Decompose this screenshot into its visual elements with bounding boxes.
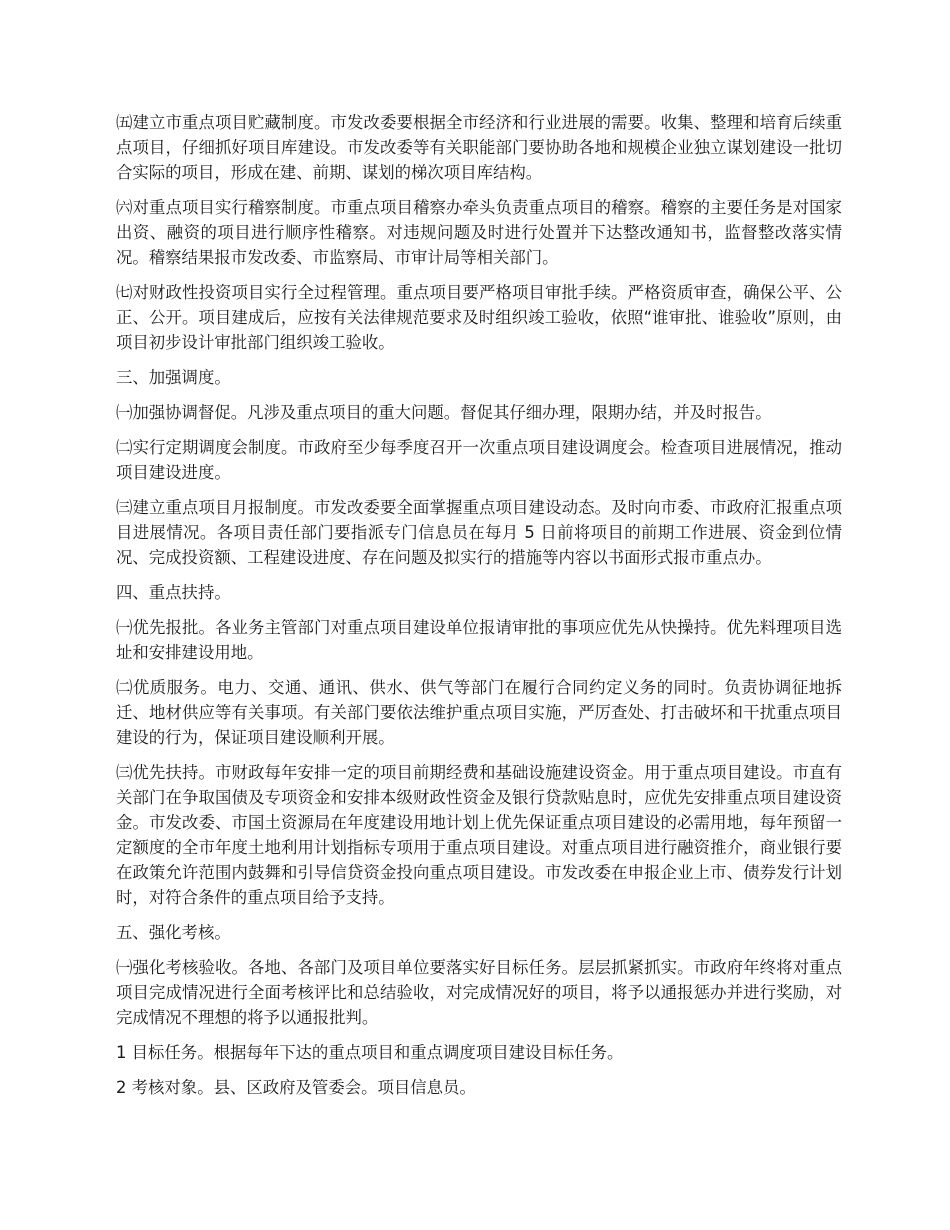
section-heading-4: 四、重点扶持。 xyxy=(116,583,231,602)
paragraph-4-1-priority-approval: ㈠优先报批。各业务主管部门对重点项目建设单位报请审批的事项应优先从快操持。优先料理项目选址和安排建设用地。 xyxy=(116,618,842,662)
section-heading-5: 五、强化考核。 xyxy=(116,923,231,942)
paragraph-item-1-targets: 1 目标任务。根据每年下达的重点项目和重点调度项目建设目标任务。 xyxy=(116,1043,624,1062)
paragraph-4-2-quality-service: ㈡优质服务。电力、交通、通讯、供水、供气等部门在履行合同约定义务的同时。负责协调征地拆迁、地材供应等有关事项。有关部门要依法维护重点项目实施，严厉查处、打击破坏和干扰重点项目建设的行为，保证项目建设顺利开展。 xyxy=(116,678,842,747)
section-heading-3: 三、加强调度。 xyxy=(116,368,231,387)
paragraph-3-1-coordination: ㈠加强协调督促。凡涉及重点项目的重大问题。督促其仔细办理，限期办结，并及时报告。 xyxy=(116,403,772,422)
paragraph-item-2-assessment-targets: 2 考核对象。县、区政府及管委会。项目信息员。 xyxy=(116,1078,476,1097)
paragraph-5-1-assessment: ㈠强化考核验收。各地、各部门及项目单位要落实好目标任务。层层抓紧抓实。市政府年终将对重点项目完成情况进行全面考核评比和总结验收，对完成情况好的项目，将予以通报惩办并进行奖励，对完成情况不理想的将予以通报批判。 xyxy=(116,958,842,1027)
document-body xyxy=(116,110,842,1110)
paragraph-5-reserve-system: ㈤建立市重点项目贮藏制度。市发改委要根据全市经济和行业进展的需要。收集、整理和培育后续重点项目，仔细抓好项目库建设。市发改委等有关职能部门要协助各地和规模企业独立谋划建设一批切合实际的项目，形成在建、前期、谋划的梯次项目库结构。 xyxy=(116,113,842,182)
paragraph-7-full-process-management: ㈦对财政性投资项目实行全过程管理。重点项目要严格项目审批手续。严格资质审查，确保公平、公正、公开。项目建成后，应按有关法律规范要求及时组织竣工验收，依照“谁审批、谁验收”原则，由项目初步设计审批部门组织竣工验收。 xyxy=(116,283,842,352)
paragraph-4-3-priority-support: ㈢优先扶持。市财政每年安排一定的项目前期经费和基础设施建设资金。用于重点项目建设。市直有关部门在争取国债及专项资金和安排本级财政性资金及银行贷款贴息时，应优先安排重点项目建设资金。市发改委、市国土资源局在年度建设用地计划上优先保证重点项目建设的必需用地，每年预留一定额度的全市年度土地利用计划指标专项用于重点项目建设。对重点项目进行融资推介，商业银行要在政策允许范围内鼓舞和引导信贷资金投向重点项目建设。市发改委在申报企业上市、债券发行计划时，对符合条件的重点项目给予支持。 xyxy=(116,763,842,907)
paragraph-3-2-scheduling-meeting: ㈡实行定期调度会制度。市政府至少每季度召开一次重点项目建设调度会。检查项目进展情况，推动项目建设进度。 xyxy=(116,438,842,482)
paragraph-6-inspection-system: ㈥对重点项目实行稽察制度。市重点项目稽察办牵头负责重点项目的稽察。稽察的主要任务是对国家出资、融资的项目进行顺序性稽察。对违规问题及时进行处置并下达整改通知书，监督整改落实情况。稽察结果报市发改委、市监察局、市审计局等相关部门。 xyxy=(116,198,842,267)
paragraph-3-3-monthly-report: ㈢建立重点项目月报制度。市发改委要全面掌握重点项目建设动态。及时向市委、市政府汇报重点项目进展情况。各项目责任部门要指派专门信息员在每月 5 日前将项目的前期工作进展、资金到位情况、完成投资额、工程建设进度、存在问题及拟实行的措施等内容以书面形式报市重点办。 xyxy=(116,498,842,567)
